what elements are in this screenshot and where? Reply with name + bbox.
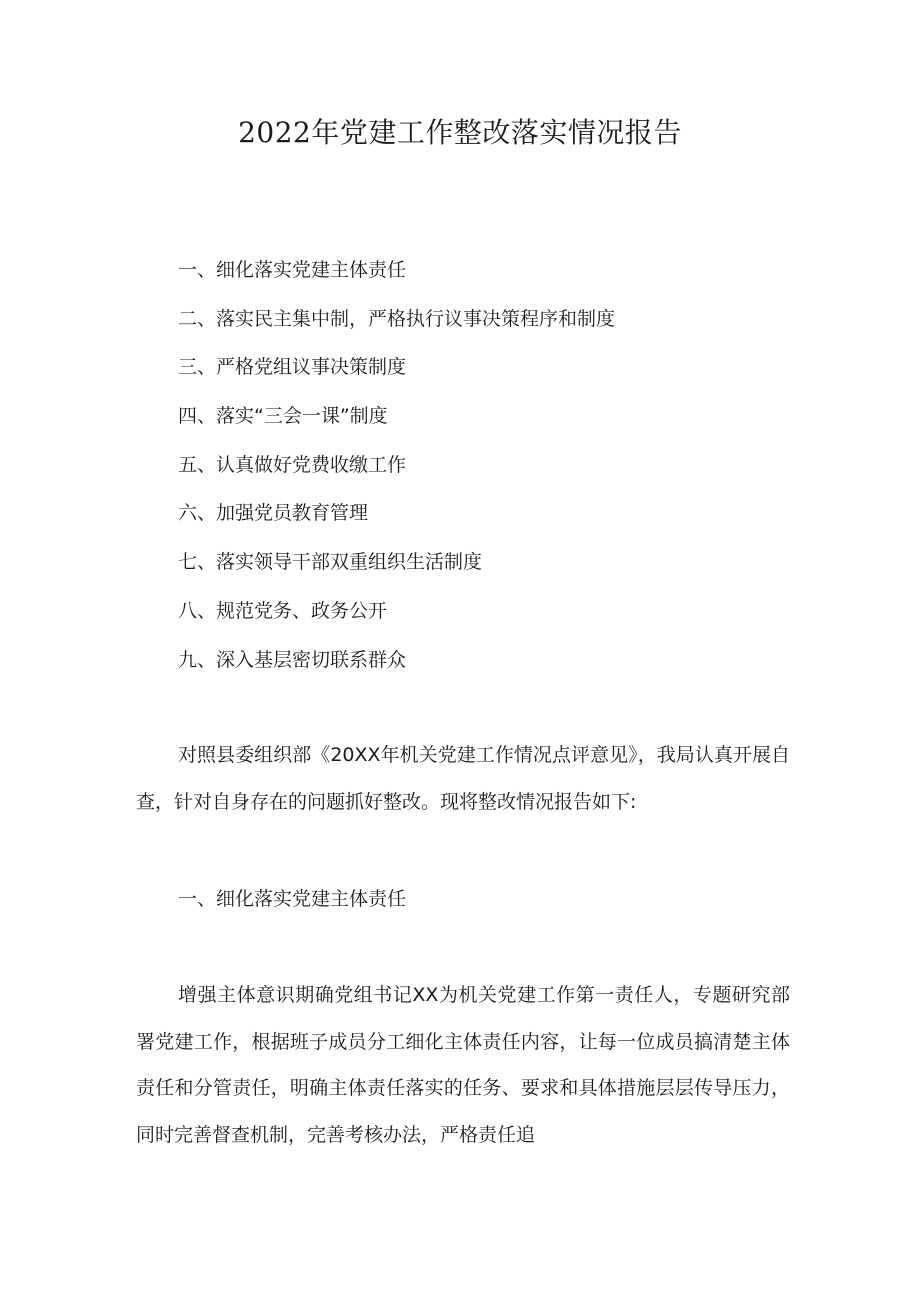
table-of-contents <box>178 253 615 691</box>
toc-item: 九、深入基层密切联系群众 <box>178 648 407 671</box>
toc-item: 一、细化落实党建主体责任 <box>178 259 407 281</box>
section-heading: 一、细化落实党建主体责任 <box>178 888 407 910</box>
toc-item: 二、落实民主集中制，严格执行议事决策程序和制度 <box>178 307 616 330</box>
intro-paragraph: 对照县委组织部《20XX年机关党建工作情况点评意见》，我局认真开展自查，针对自身存在的问题抓好整改。现将整改情况报告如下: <box>136 744 790 813</box>
section-body-paragraph: 增强主体意识期确党组书记XX为机关党建工作第一责任人，专题研究部署党建工作，根据班子成员分工细化主体责任内容，让每一位成员搞清楚主体责任和分管责任，明确主体责任落实的任务、要求和具体措施层层传导压力，同时完善督查机制，完善考核办法，严格责任追 <box>136 984 790 1146</box>
toc-item: 八、规范党务、政务公开 <box>178 599 388 622</box>
toc-item: 七、落实领导干部双重组织生活制度 <box>178 551 483 574</box>
toc-item: 六、加强党员教育管理 <box>178 502 369 525</box>
toc-item: 五、认真做好党费收缴工作 <box>178 453 407 476</box>
toc-item: 四、落实“三会一课”制度 <box>178 405 388 428</box>
toc-item: 三、严格党组议事决策制度 <box>178 356 407 379</box>
document-title: 2022年党建工作整改落实情况报告 <box>238 116 682 149</box>
